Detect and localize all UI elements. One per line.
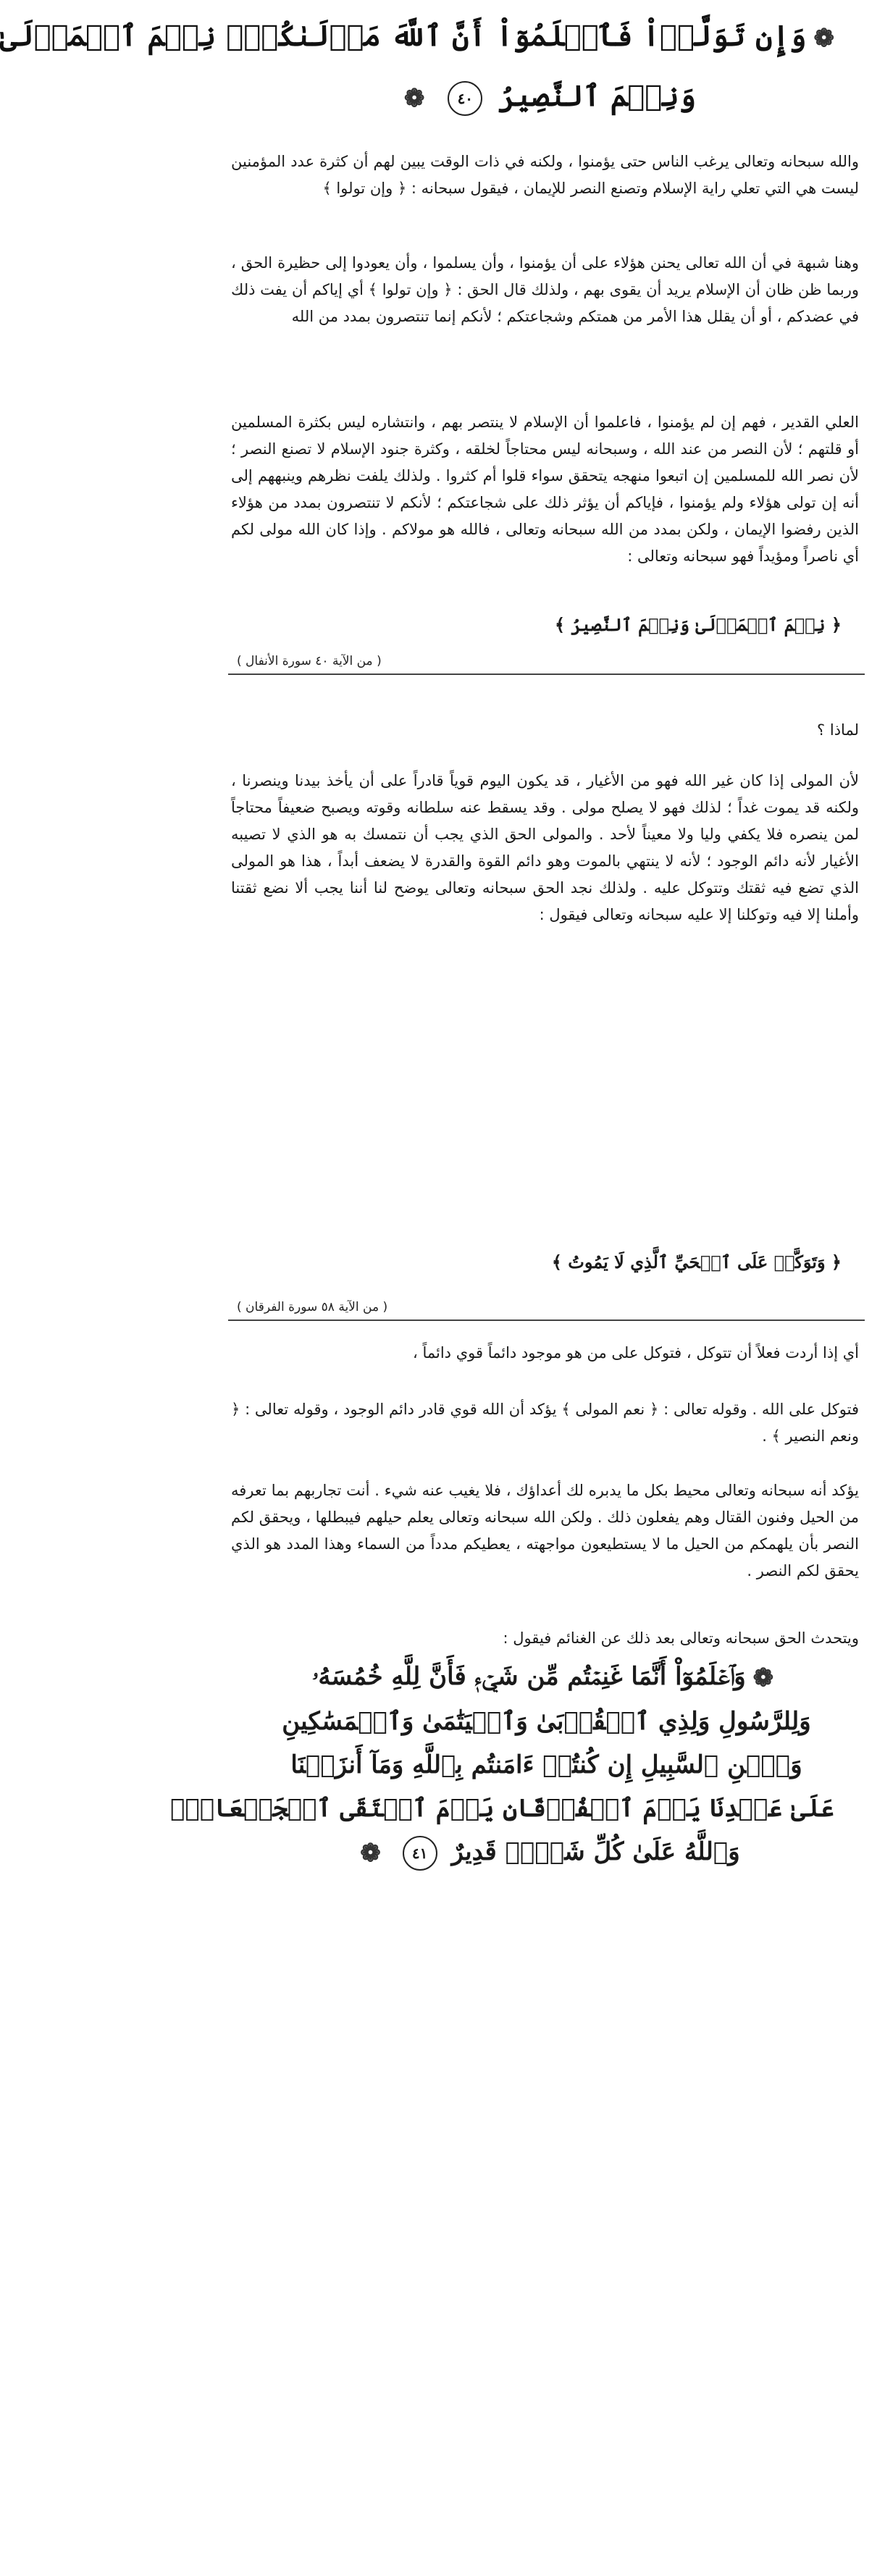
quran-quote-2: ﴿ وَتَوَكَّلۡ عَلَى ٱلۡحَيِّ ٱلَّذِي لَا يَمُوتُ ﴾ (551, 1251, 842, 1272)
verse-footer-line-1-text: وَٱعۡلَمُوٓاْ أَنَّمَا غَنِمۡتُم مِّن شَيۡءٖ فَأَنَّ لِلَّهِ خُمُسَهُۥ (311, 1662, 746, 1691)
verse-line-1-text: وَإِن تَوَلَّوۡاْ فَٱعۡلَمُوٓاْ أَنَّ ٱللَّهَ مَوۡلَىٰكُمۡۚ نِعۡمَ ٱلۡمَوۡلَىٰ (0, 19, 807, 53)
paragraph-5: لأن المولى إذا كان غير الله فهو من الأغيار ، قد يكون اليوم قوياً قادراً على أن يأخذ بيدنا وينصرنا ، ولكنه قد يموت غداً ؛ لذلك فهو لا يصلح مولى . وقد يسقط عنه سلطانه وقوته ويصبح ضعيفاً محتاجاً لمن ينصره فلا يكفي وليا ولا معيناً لأحد . والمولى الحق الذي يجب أن نتمسك به هو الذي لا تصيبه الأغيار لأنه دائم الوجود ؛ لأنه لا ينتهي بالموت وهو دائم القوة والقدرة لا يضعف أبداً ، هذا هو المولى الذي تضع فيه ثقتك وتتوكل عليه . ولذلك نجد الحق سبحانه وتعالى يوضح لنا أننا يجب ألا نضع ثقتنا وأملنا إلا فيه وتوكلنا إلا عليه سبحانه وتعالى فيقول : (231, 772, 859, 923)
ornament-icon: ❁ (360, 1839, 381, 1868)
ayah-number-badge: ٤٠ (448, 81, 482, 116)
verse-footer-line-4: عَلَىٰ عَبۡدِنَا يَوۡمَ ٱلۡفُرۡقَانِ يَوۡمَ ٱلۡتَقَى ٱلۡجَمۡعَانِۗ (170, 1794, 834, 1823)
divider (228, 674, 865, 675)
paragraph-3: العلي القدير ، فهم إن لم يؤمنوا ، فاعلموا أن الإسلام لا ينتصر بهم ، وانتشاره ليس بكثرة المسلمين أو قلتهم ؛ لأن النصر من عند الله ، وسبحانه ليس محتاجاً لخلقه ، وكثرة جنود الإسلام لا تصنع النصر ؛ لأن نصر الله للمسلمين إن اتبعوا منهجه يتحقق سواء قلوا أم كثروا . ولذلك يلفت نظرهم وينبههم إلى أنه إن تولى هؤلاء ولم يؤمنوا ، فإياكم أن يؤثر ذلك على شجاعتكم ؛ لأنكم لا تنتصرون بمدد من هؤلاء الذين رفضوا الإيمان ، ولكن بمدد من الله سبحانه وتعالى ، فالله هو مولاكم . وإذا كان الله مولى لكم أي ناصراً ومؤيداً فهو سبحانه وتعالى : (231, 414, 859, 565)
verse-footer-line-2: وَلِلرَّسُولِ وَلِذِي ٱلۡقُرۡبَىٰ وَٱلۡيَتَٰمَىٰ وَٱلۡمَسَٰكِينِ (282, 1707, 811, 1736)
verse-line-1 (0, 7, 842, 67)
verse-footer-line-3: وَٱبۡنِ ٱلسَّبِيلِ إِن كُنتُمۡ ءَامَنتُم بِٱللَّهِ وَمَآ أَنزَلۡنَا (290, 1750, 802, 1779)
ornament-icon: ❁ (403, 84, 425, 113)
verse-source-2: ( من الآية ٥٨ سورة الفرقان ) (237, 1300, 388, 1314)
paragraph-1: والله سبحانه وتعالى يرغب الناس حتى يؤمنوا ، ولكنه في ذات الوقت يبين لهم أن كثرة عدد المؤمنين ليست هي التي تعلي راية الإسلام وتصنع النصر للإيمان ، فيقول سبحانه : ﴿ وإن تولوا ﴾ (231, 153, 859, 197)
ornament-icon: ❁ (813, 24, 834, 53)
quran-quote-1: ﴿ نِعۡمَ ٱلۡمَوۡلَىٰ وَنِعۡمَ ٱلنَّصِيرُ ﴾ (554, 614, 842, 635)
divider (228, 1320, 865, 1321)
paragraph-4: لماذا ؟ (817, 721, 859, 739)
paragraph-2: وهنا شبهة في أن الله تعالى يحنن هؤلاء على أن يؤمنوا ، وأن يسلموا ، وأن يعودوا إلى حظيرة الحق ، وربما ظن ظان أن الإسلام يريد أن يقوى بهم ، ولذلك قال الحق : ﴿ وإن تولوا ﴾ أي إياكم أن يفت ذلك في عضدكم ، أو أن يقلل هذا الأمر من همتكم وشجاعتكم ؛ لأنكم إنما تنتصرون بمدد من الله (231, 254, 859, 325)
verse-source-1: ( من الآية ٤٠ سورة الأنفال ) (237, 654, 382, 668)
paragraph-6: أي إذا أردت فعلاً أن تتوكل ، فتوكل على من هو موجود دائماً قوي دائماً ، (413, 1344, 859, 1362)
verse-footer-line-5-text: وَٱللَّهُ عَلَىٰ كُلِّ شَيۡءٖ قَدِيرٌ (451, 1837, 740, 1866)
quran-verse-header (0, 7, 842, 145)
paragraph-9: ويتحدث الحق سبحانه وتعالى بعد ذلك عن الغنائم فيقول : (503, 1629, 859, 1647)
verse-footer-line-5 (259, 1830, 834, 1875)
quran-verse-footer (170, 1655, 834, 1872)
ayah-number-badge: ٤١ (403, 1836, 437, 1871)
paragraph-7: فتوكل على الله . وقوله تعالى : ﴿ نعم المولى ﴾ يؤكد أن الله قوي قادر دائم الوجود ، وقوله تعالى : ﴿ ونعم النصير ﴾ . (231, 1401, 859, 1445)
paragraph-8: يؤكد أنه سبحانه وتعالى محيط بكل ما يدبره لك أعداؤك ، فلا يغيب عنه شيء . أنت تجاربهم بما تعرفه من الحيل وفنون القتال وهم يفعلون ذلك . ولكن الله سبحانه وتعالى يعلم حيلهم فيبطلها ، ويحقق لكم النصر بأن يلهمكم من الحيل ما لا يستطيعون مواجهته ، يعطيكم مدداً من السماء وهذا المدد هو الذي يحقق لكم النصر . (231, 1482, 859, 1579)
ornament-icon: ❁ (752, 1664, 774, 1692)
verse-footer-line-1 (259, 1655, 834, 1700)
verse-line-2-text: وَنِعۡمَ ٱلنَّصِيرُ (498, 79, 697, 113)
verse-line-2 (251, 67, 842, 127)
